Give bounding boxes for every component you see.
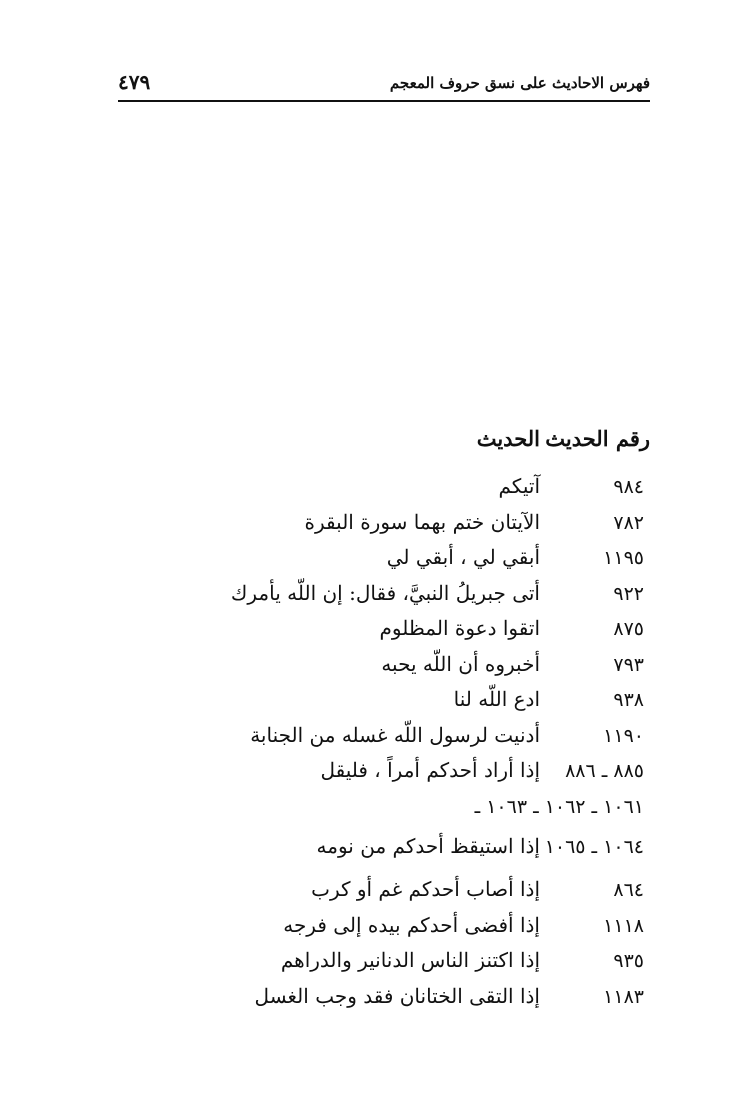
- page-header: [118, 64, 650, 102]
- hadith-text: آتيكم: [498, 474, 540, 498]
- hadith-text: أخبروه أن اللّه يحبه: [381, 651, 540, 676]
- hadith-number: ٨٨٥ ـ ٨٨٦: [565, 760, 644, 782]
- hadith-text: الآيتان ختم بهما سورة البقرة: [304, 509, 540, 534]
- hadith-text: إذا أفضى أحدكم بيده إلى فرجه: [283, 912, 540, 937]
- hadith-number: ٨٧٥: [613, 618, 644, 640]
- column-headers: [90, 422, 650, 462]
- hadith-text: أدنيت لرسول اللّه غسله من الجنابة: [250, 722, 540, 747]
- table-row: [90, 506, 650, 542]
- hadith-number: ٩٣٨: [613, 689, 644, 711]
- running-title: فهرس الاحاديث على نسق حروف المعجم: [389, 74, 650, 92]
- hadith-number: ٧٩٣: [613, 653, 644, 676]
- table-row: [90, 719, 650, 755]
- table-row: [90, 754, 650, 790]
- hadith-number: ١١١٨: [603, 914, 644, 937]
- hadith-text: أبقي لي ، أبقي لي: [386, 545, 540, 569]
- hadith-text: ادع اللّه لنا: [453, 687, 540, 711]
- table-row: [90, 980, 650, 1016]
- hadith-number: ١١٨٣: [603, 985, 644, 1008]
- hadith-text: إذا التقى الختانان فقد وجب الغسل: [254, 983, 540, 1008]
- table-row-continuation: [90, 790, 650, 830]
- table-row: [90, 683, 650, 719]
- hadith-number: ٩٣٥: [613, 950, 644, 972]
- hadith-text: إذا أراد أحدكم أمراً ، فليقل: [320, 758, 540, 782]
- table-row: [90, 830, 650, 866]
- hadith-index-table: [90, 422, 650, 1015]
- column-header-hadith: الحديث: [476, 426, 540, 451]
- hadith-number: ٨٦٤: [613, 879, 644, 901]
- hadith-number: ١١٩٥: [603, 547, 644, 569]
- hadith-text: اتقوا دعوة المظلوم: [379, 616, 540, 640]
- hadith-text: إذا استيقظ أحدكم من نومه: [316, 833, 540, 858]
- hadith-text: إذا أصاب أحدكم غم أو كرب: [311, 877, 540, 901]
- hadith-number: ٩٢٢: [613, 582, 644, 605]
- page-number: ٤٧٩: [118, 70, 151, 94]
- table-row: [90, 944, 650, 980]
- column-header-number: رقم الحديث: [545, 426, 650, 451]
- table-row: [90, 541, 650, 577]
- table-row: [90, 612, 650, 648]
- hadith-number: ١١٩٠: [603, 724, 644, 747]
- hadith-number: ١٠٦١ ـ ١٠٦٢ ـ ١٠٦٣ ـ: [474, 795, 644, 818]
- hadith-number: ٧٨٢: [613, 511, 644, 534]
- table-row: [90, 909, 650, 945]
- table-row: [90, 648, 650, 684]
- hadith-text: إذا اكتنز الناس الدنانير والدراهم: [280, 948, 540, 972]
- hadith-number: ١٠٦٤ ـ ١٠٦٥: [544, 835, 644, 858]
- hadith-text: أتى جبريلُ النبيَّ، فقال: إن اللّه يأمرك: [230, 580, 540, 605]
- table-row: [90, 873, 650, 909]
- table-row: [90, 470, 650, 506]
- table-row: [90, 577, 650, 613]
- hadith-number: ٩٨٤: [613, 476, 644, 498]
